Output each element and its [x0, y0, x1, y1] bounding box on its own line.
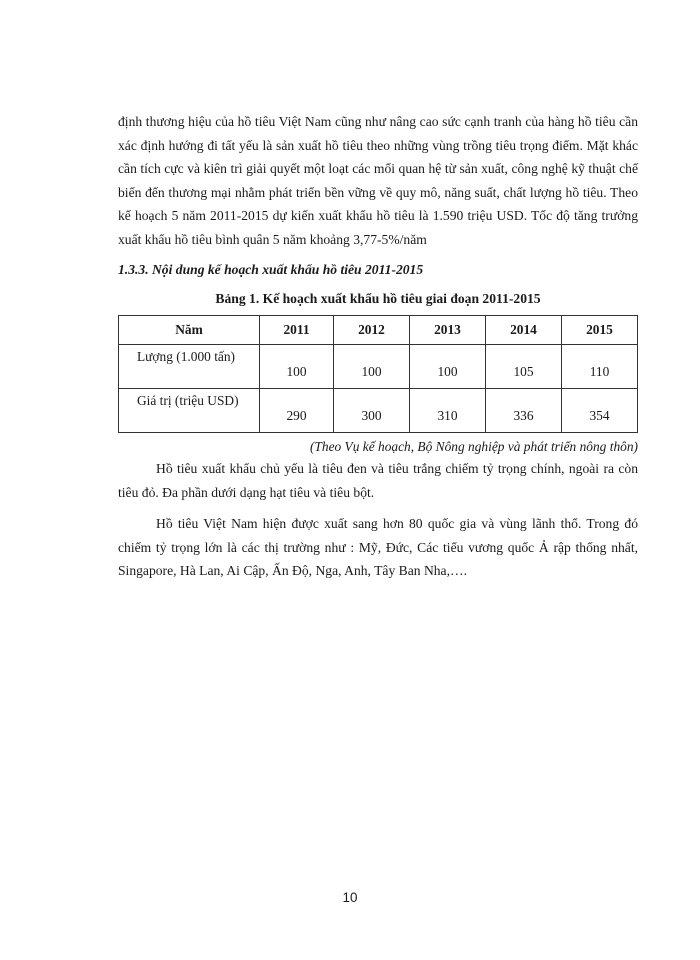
table-cell: 105	[485, 345, 561, 389]
intro-paragraph: định thương hiệu của hồ tiêu Việt Nam cũng như nâng cao sức cạnh tranh của hàng hồ tiêu cần xác định hướng đi tất yếu là sản xuất hồ tiêu theo những vùng trồng tiêu trọng điểm. Mặt khác cần tích cực và kiên trì giải quyết một loạt các mối quan hệ từ sản xuất, công nghệ kỹ thuật chế biến đến thương mại nhằm phát triển bền vững về quy mô, năng suất, chất lượng hồ tiêu. Theo kế hoạch 5 năm 2011-2015 dự kiến xuất khẩu hồ tiêu là 1.590 triệu USD. Tốc độ tăng trưởng xuất khẩu hồ tiêu bình quân 5 năm khoảng 3,77-5%/năm	[118, 114, 638, 247]
paragraph-pepper-types: Hồ tiêu xuất khẩu chủ yếu là tiêu đen và tiêu trắng chiếm tỷ trọng chính, ngoài ra còn tiêu đỏ. Đa phần dưới dạng hạt tiêu và tiêu bột.	[118, 461, 638, 500]
table-header-cell: 2015	[561, 316, 637, 345]
table-cell: 310	[409, 389, 485, 433]
table-cell: 336	[485, 389, 561, 433]
paragraph-export-markets: Hồ tiêu Việt Nam hiện được xuất sang hơn 80 quốc gia và vùng lãnh thổ. Trong đó chiếm tỷ trọng lớn là các thị trường như : Mỹ, Đức, Các tiểu vương quốc Ả rập thống nhất, Singapore, Hà Lan, Ai Cập, Ấn Độ, Nga, Anh, Tây Ban Nha,….	[118, 516, 638, 578]
table-header-row	[119, 316, 638, 345]
row-label: Giá trị (triệu USD)	[119, 389, 260, 433]
page-number: 10	[342, 890, 358, 905]
table-cell: 300	[333, 389, 409, 433]
table-cell: 354	[561, 389, 637, 433]
source-note: (Theo Vụ kế hoạch, Bộ Nông nghiệp và phát triển nông thôn)	[309, 439, 638, 454]
export-plan-table	[118, 315, 638, 433]
table-caption: Bảng 1. Kế hoạch xuất khẩu hồ tiêu giai đoạn 2011-2015	[215, 291, 541, 306]
table-cell: 110	[561, 345, 637, 389]
table-row	[119, 389, 638, 433]
table-cell: 100	[260, 345, 334, 389]
table-header-cell: 2014	[485, 316, 561, 345]
table-header-cell: 2011	[260, 316, 334, 345]
row-label: Lượng (1.000 tấn)	[119, 345, 260, 389]
document-page	[118, 110, 638, 583]
table-header-cell: 2013	[409, 316, 485, 345]
section-heading: 1.3.3. Nội dung kế hoạch xuất khẩu hồ tiêu 2011-2015	[118, 262, 424, 277]
table-header-cell: 2012	[333, 316, 409, 345]
table-cell: 290	[260, 389, 334, 433]
table-header-cell: Năm	[119, 316, 260, 345]
table-cell: 100	[409, 345, 485, 389]
table-cell: 100	[333, 345, 409, 389]
table-row	[119, 345, 638, 389]
